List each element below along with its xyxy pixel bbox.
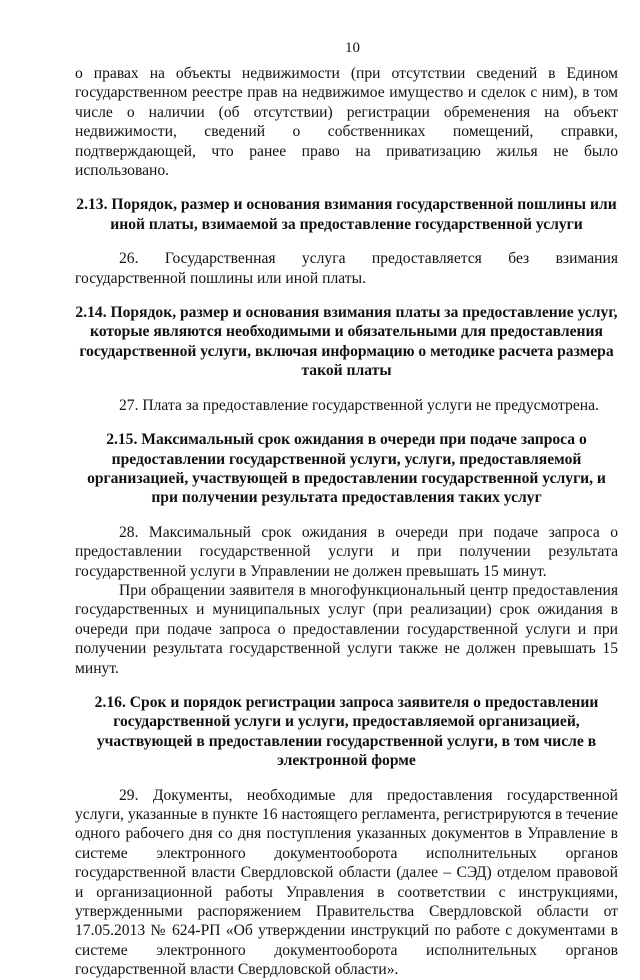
section-heading-2-14: 2.14. Порядок, размер и основания взимания платы за предоставление услуг, которые являются необходимыми и обязательными для предоставления государственной услуги, включая информацию о методике расчета размера такой платы [75,304,618,380]
section-heading-2-13: 2.13. Порядок, размер и основания взимания государственной пошлины или иной платы, взимаемой за предоставление государственной услуги [76,196,617,233]
paragraph-28: 28. Максимальный срок ожидания в очереди при подаче запроса о предоставлении государственной услуги и при получении результата государственной услуги в Управлении не должен превышать 15 минут. [75,523,618,580]
paragraph-29: 29. Документы, необходимые для предоставления государственной услуги, указанные в пункте 16 настоящего регламента, регистрируются в течение одного рабочего дня со дня поступления указанных документов в Управление в системе электронного документооборота исполнительных органов государственной власти Свердловской области (далее – СЭД) отделом правовой и организационной работы Управления в соответствии с инструкциями, утвержденными распоряжением Правительства Свердловской области от 17.05.2013 № 624-РП «Об утверждении инструкций по работе с документами в системе электронного документооборота исполнительных органов государственной власти Свердловской области». [75,786,618,979]
paragraph-27: 27. Плата за предоставление государственной услуги не предусмотрена. [119,396,599,414]
section-2-16 [75,693,618,980]
section-2-13 [75,195,618,288]
section-heading-2-16: 2.16. Срок и порядок регистрации запроса заявителя о предоставлении государственной услуги и услуги, предоставляемой организацией, участвующей в предоставлении государственной услуги, в том числе в электронной форме [94,693,599,770]
section-2-14 [75,303,618,415]
paragraph-26: 26. Государственная услуга предоставляется без взимания государственной пошлины или иной платы. [75,250,618,287]
intro-paragraph: о правах на объекты недвижимости (при отсутствии сведений в Едином государственном реестре прав на недвижимое имущество и сделок с ним), в том числе о наличии (об отсутствии) регистрации обременения на объект недвижимости, сведений о собственниках помещений, справки, подтверждающей, что ранее право на приватизацию жилья не было использовано. [75,65,618,180]
section-heading-2-15: 2.15. Максимальный срок ожидания в очереди при подаче запроса о предоставлении государственной услуги, услуги, предоставляемой организацией, участвующей в предоставлении государственной услуги, и при получении результата предоставления таких услуг [87,431,606,507]
paragraph-28-continuation: При обращении заявителя в многофункциональный центр предоставления государственных и муниципальных услуг (при реализации) срок ожидания в очереди при подаче запроса о предоставлении государственной услуги и при получении результата государственной услуги также не должен превышать 15 минут. [75,581,618,677]
page-number: 10 [345,40,360,56]
section-2-15 [75,430,618,678]
